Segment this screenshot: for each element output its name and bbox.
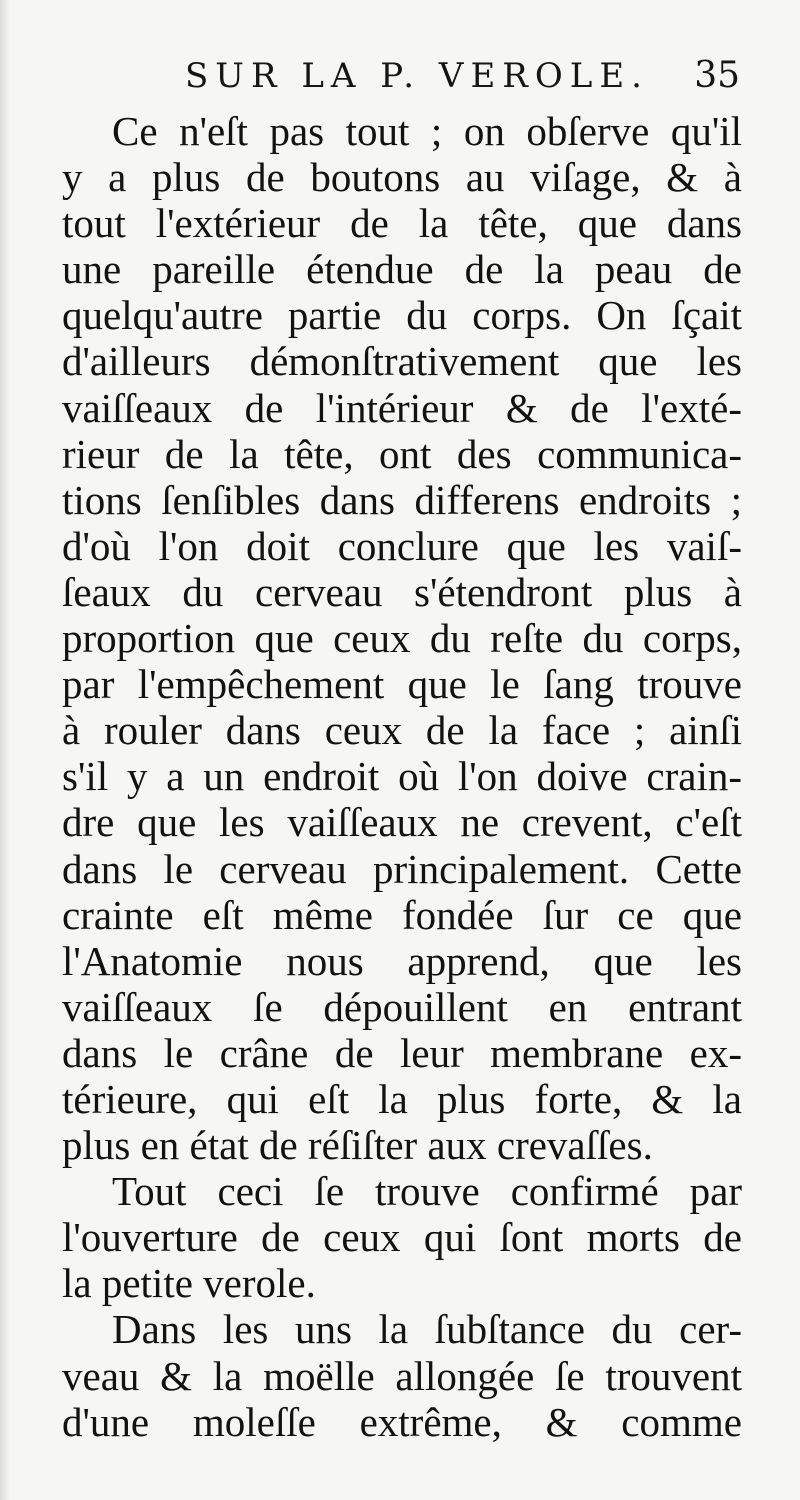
text-line: Dans les uns la ſubſtance du cer- <box>112 1306 742 1353</box>
text-line: la petite verole. <box>62 1260 316 1307</box>
text-line: térieure, qui eſt la plus forte, & la <box>62 1075 742 1122</box>
text-line: dans le cerveau principalement. Cette <box>62 845 742 892</box>
text-line: tout l'extérieur de la tête, que dans <box>62 200 742 247</box>
page-edge-shadow <box>0 0 10 1500</box>
text-line: plus en état de réſiſter aux crevaſſes. <box>62 1122 653 1169</box>
text-line: une pareille étendue de la peau de <box>62 246 742 293</box>
text-line: à rouler dans ceux de la face ; ainſi <box>62 707 742 754</box>
running-head <box>60 52 740 100</box>
text-line: veau & la moëlle allongée ſe trouvent <box>62 1352 742 1399</box>
text-line: vaiſſeaux ſe dépouillent en entrant <box>62 983 742 1030</box>
text-line: dre que les vaiſſeaux ne crevent, c'eſt <box>62 799 742 846</box>
text-line: quelqu'autre partie du corps. On ſçait <box>62 292 742 339</box>
text-line: dans le crâne de leur membrane ex- <box>62 1029 742 1076</box>
text-line: par l'empêchement que le ſang trouve <box>62 661 742 708</box>
running-title: SUR LA P. VEROLE. <box>185 56 649 96</box>
text-line: rieur de la tête, ont des communica- <box>62 430 742 477</box>
text-line: y a plus de boutons au viſage, & à <box>62 154 742 201</box>
text-line: d'ailleurs démonſtrativement que les <box>62 338 742 385</box>
page-number: 35 <box>694 55 740 96</box>
text-line: proportion que ceux du reſte du corps, <box>62 615 742 662</box>
text-line: s'il y a un endroit où l'on doive crain- <box>62 753 742 800</box>
text-line: l'Anatomie nous apprend, que les <box>62 937 742 984</box>
text-line: vaiſſeaux de l'intérieur & de l'exté- <box>62 384 742 431</box>
text-line: crainte eſt même fondée ſur ce que <box>62 891 742 938</box>
text-line: Tout ceci ſe trouve confirmé par <box>112 1168 742 1215</box>
text-line: d'où l'on doit conclure que les vaiſ- <box>62 522 742 569</box>
body-text <box>62 108 742 1445</box>
text-line: tions ſenſibles dans differens endroits ; <box>62 476 742 523</box>
text-line: d'une moleſſe extrême, & comme <box>62 1398 742 1445</box>
text-line: ſeaux du cerveau s'étendront plus à <box>62 568 742 615</box>
text-line: l'ouverture de ceux qui ſont morts de <box>62 1214 742 1261</box>
text-line: Ce n'eſt pas tout ; on obſerve qu'il <box>112 108 742 154</box>
